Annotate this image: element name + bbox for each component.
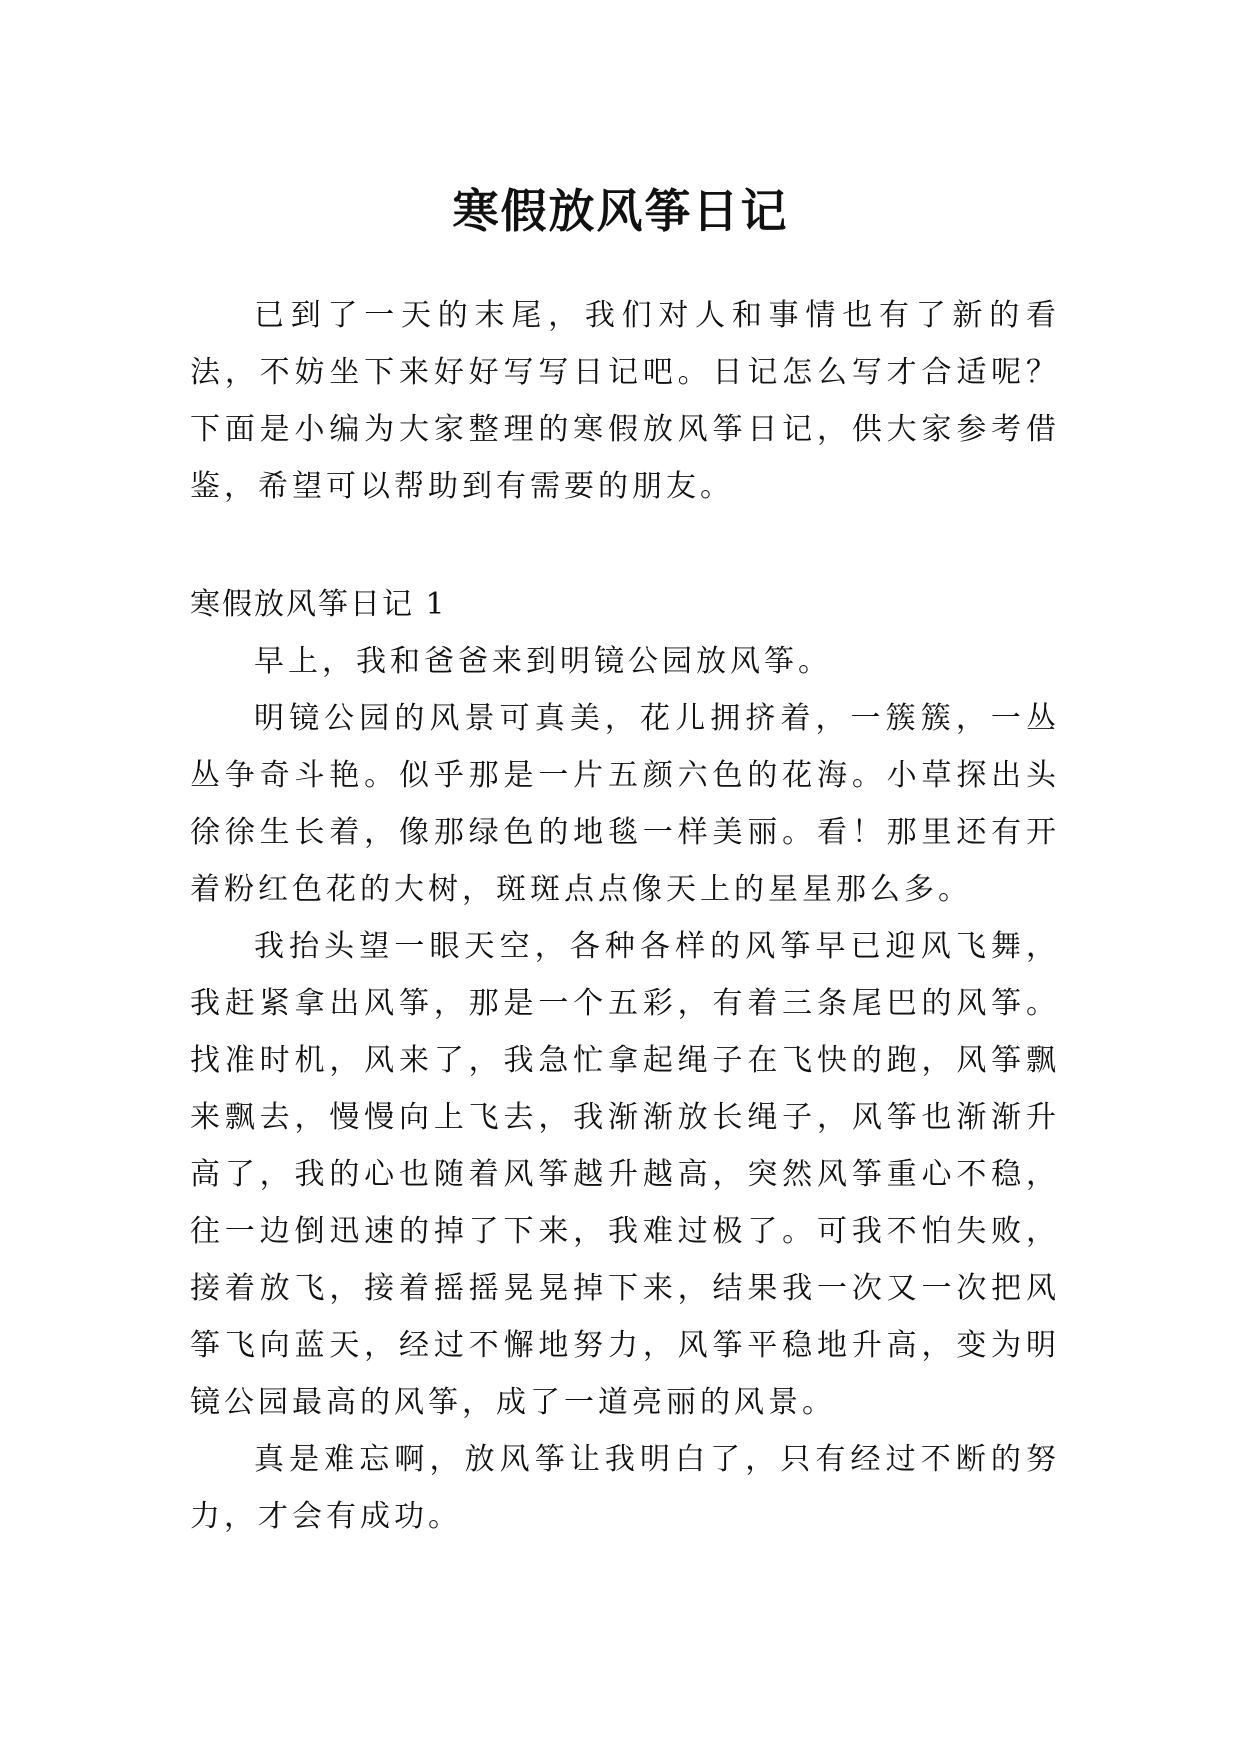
paragraph-4: 真是难忘啊，放风筝让我明白了，只有经过不断的努力，才会有成功。	[190, 1442, 1060, 1534]
intro-section	[190, 287, 1060, 515]
paragraph-1: 早上，我和爸爸来到明镜公园放风筝。	[254, 644, 832, 679]
section-title: 寒假放风筝日记 1	[190, 587, 447, 622]
paragraph-3: 我抬头望一眼天空，各种各样的风筝早已迎风飞舞，我赶紧拿出风筝，那是一个五彩，有着三条尾巴的风筝。找准时机，风来了，我急忙拿起绳子在飞快的跑，风筝飘来飘去，慢慢向上飞去，我渐渐放长绳子，风筝也渐渐升高了，我的心也随着风筝越升越高，突然风筝重心不稳，往一边倒迅速的掉了下来，我难过极了。可我不怕失败，接着放飞，接着摇摇晃晃掉下来，结果我一次又一次把风筝飞向蓝天，经过不懈地努力，风筝平稳地升高，变为明镜公园最高的风筝，成了一道亮丽的风景。	[190, 929, 1060, 1420]
intro-paragraph: 已到了一天的末尾，我们对人和事情也有了新的看法，不妨坐下来好好写写日记吧。日记怎么写才合适呢？下面是小编为大家整理的寒假放风筝日记，供大家参考借鉴，希望可以帮助到有需要的朋友。	[190, 298, 1060, 504]
document-title: 寒假放风筝日记	[452, 183, 789, 238]
diary-section	[190, 576, 1060, 1545]
paragraph-2: 明镜公园的风景可真美，花儿拥挤着，一簇簇，一丛丛争奇斗艳。似乎那是一片五颜六色的花海。小草探出头徐徐生长着，像那绿色的地毯一样美丽。看！那里还有开着粉红色花的大树，斑斑点点像天上的星星那么多。	[190, 701, 1060, 907]
